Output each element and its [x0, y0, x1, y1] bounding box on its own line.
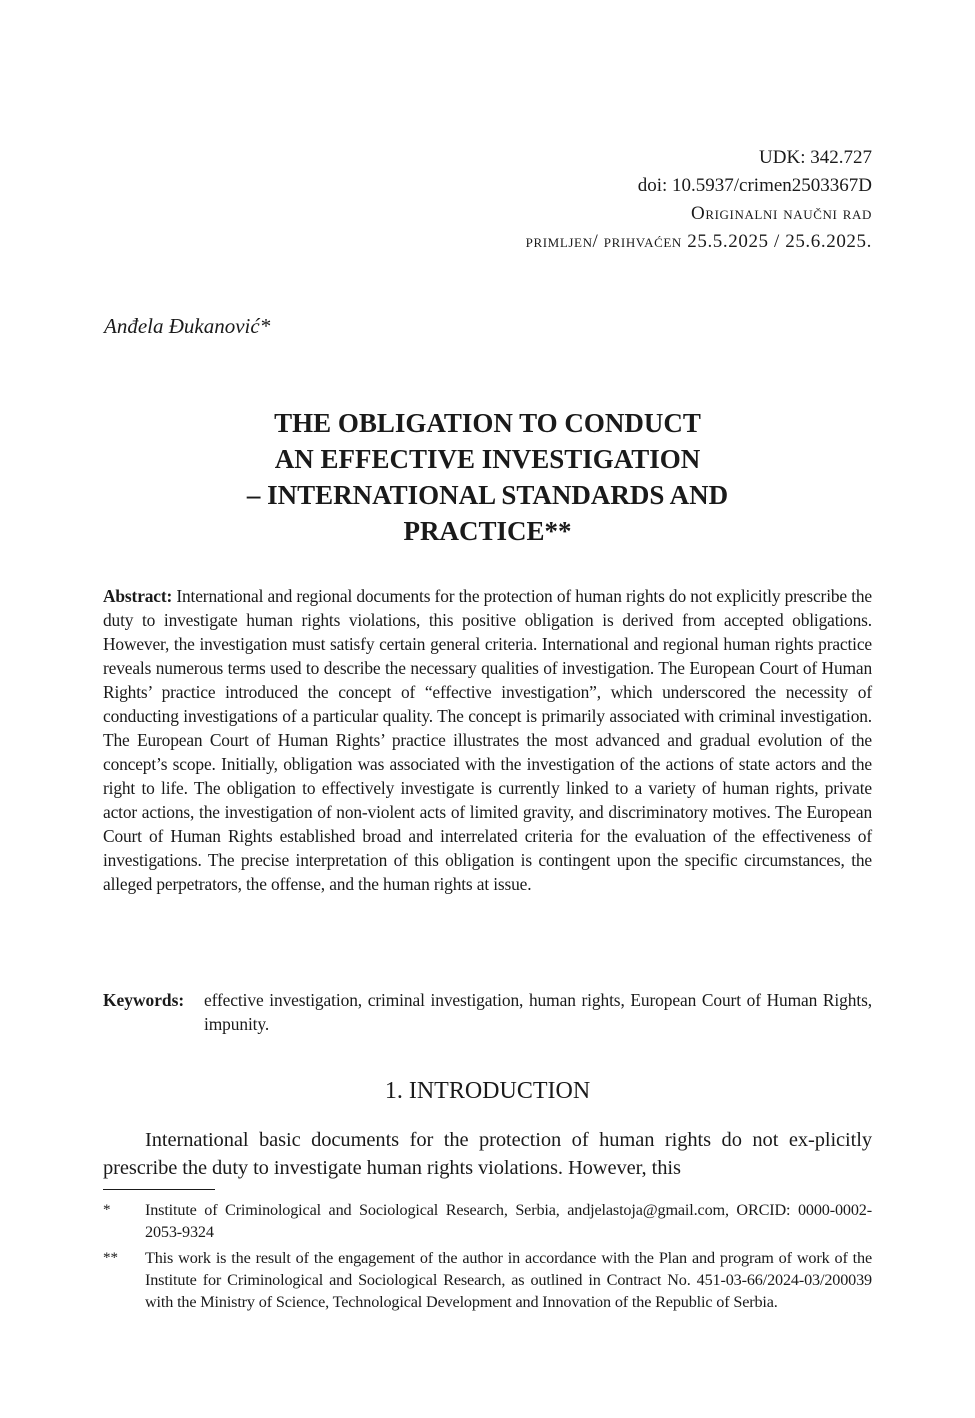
footnote-divider	[103, 1189, 215, 1190]
received-accepted-dates: primljen/ prihvaćen 25.5.2025 / 25.6.2025.	[525, 231, 872, 252]
author-line	[104, 314, 270, 339]
title-line: PRACTICE**	[403, 516, 572, 546]
author-footnote-mark: *	[259, 314, 271, 338]
keywords-text: effective investigation, criminal investigation, human rights, European Court of Human Rights, impunity.	[204, 990, 872, 1034]
footnote-funding	[103, 1247, 872, 1313]
footnote-text: Institute of Criminological and Sociological Research, Serbia, andjelastoja@gmail.com, ORCID: 0000-0002-2053-9324	[145, 1201, 872, 1241]
doi: doi: 10.5937/crimen2503367D	[637, 175, 872, 196]
footnote-mark: **	[103, 1250, 118, 1266]
title-line: THE OBLIGATION TO CONDUCT	[274, 408, 701, 438]
abstract	[103, 584, 872, 896]
footnote-text: This work is the result of the engagement of the author in accordance with the Plan and program of work of the Institute for Criminological and Sociological Research, as outlined in Contract No. 451-03-66/2024-03/200039 with the Ministry of Science, Technological Development and Innovation of the Republic of Serbia.	[145, 1249, 872, 1311]
paper-type: Originalni naučni rad	[691, 203, 872, 224]
introduction-paragraph: International basic documents for the protection of human rights do not ex-plicitly prescribe the duty to investigate human rights violations. However, this	[103, 1129, 872, 1179]
abstract-label: Abstract:	[103, 586, 173, 606]
paper-title	[103, 405, 872, 549]
footnote-mark: *	[103, 1202, 111, 1218]
article-metadata	[526, 144, 872, 256]
author-name: Anđela Đukanović	[104, 314, 260, 338]
abstract-text: International and regional documents for the protection of human rights do not explicitly prescribe the duty to investigate human rights violations, this positive obligation is derived from accepted obligations. However, the investigation must satisfy certain general criteria. International and regional human rights practice reveals numerous terms used to describe the necessary qualities of investigation. The European Court of Human Rights’ practice introduced the concept of “effective investigation”, which underscored the necessity of conducting investigations of a particular quality. The concept is primarily associated with criminal investigation. The European Court of Human Rights’ practice illustrates the most advanced and gradual evolution of the concept’s scope. Initially, obligation was associated with the investigation of the actions of state actors and the right to life. The obligation to effectively investigate is currently linked to a variety of human rights, private actor actions, the investigation of non-violent acts of limited gravity, and discriminatory motives. The European Court of Human Rights established broad and interrelated criteria for the evaluation of the effectiveness of investigations. The precise interpretation of this obligation is contingent upon the specific circumstances, the alleged perpetrators, the offense, and the human rights at issue.	[103, 586, 872, 894]
section-heading-introduction: 1. INTRODUCTION	[384, 1078, 591, 1104]
keywords-label: Keywords:	[103, 990, 185, 1010]
footnote-author-affiliation	[103, 1199, 872, 1243]
keywords	[103, 988, 872, 1036]
udk-code: UDK: 342.727	[759, 147, 872, 168]
title-line: – INTERNATIONAL STANDARDS AND	[246, 480, 729, 510]
title-line: AN EFFECTIVE INVESTIGATION	[274, 444, 701, 474]
